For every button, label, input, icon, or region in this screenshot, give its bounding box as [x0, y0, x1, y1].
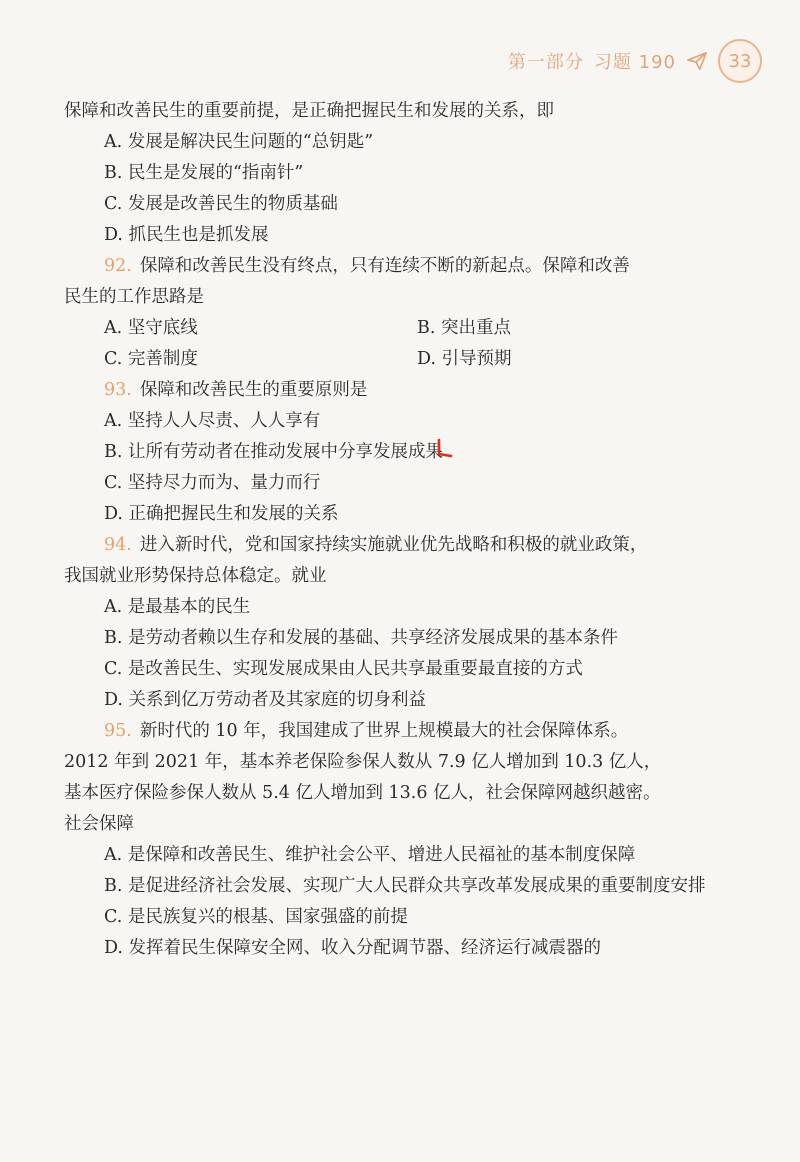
q92-option-a: A. 坚守底线 — [104, 318, 198, 338]
q93-option-d: D. 正确把握民生和发展的关系 — [104, 504, 339, 524]
q92-options-row2 — [64, 344, 730, 375]
q93-number: 93. — [104, 380, 132, 400]
q93-stem — [64, 375, 730, 406]
q94-option-a: A. 是最基本的民生 — [104, 597, 251, 617]
q91-option-b: B. 民生是发展的“指南针” — [104, 163, 304, 183]
page-number: 33 — [718, 39, 762, 83]
q91-option-a: A. 发展是解决民生问题的“总钥匙” — [104, 132, 374, 152]
q94-option-d: D. 关系到亿万劳动者及其家庭的切身利益 — [104, 690, 427, 710]
q95-stem — [64, 716, 730, 747]
q94-stem — [64, 530, 730, 561]
q92-options-row1 — [64, 313, 730, 344]
q91-option-d: D. 抓民生也是抓发展 — [104, 225, 269, 245]
red-pen-mark-icon — [433, 438, 453, 460]
q94-stem-line2: 我国就业形势保持总体稳定。就业 — [64, 566, 327, 586]
q92-option-b: B. 突出重点 — [417, 318, 511, 338]
q95-option-a: A. 是保障和改善民生、维护社会公平、增进人民福祉的基本制度保障 — [104, 845, 636, 865]
q95-option-d: D. 发挥着民生保障安全网、收入分配调节器、经济运行减震器的 — [104, 938, 602, 958]
q92-option-c: C. 完善制度 — [104, 349, 198, 369]
q95-stem-line3: 基本医疗保险参保人数从 5.4 亿人增加到 13.6 亿人，社会保障网越织越密。 — [64, 783, 661, 803]
q93-option-b: B. 让所有劳动者在推动发展中分享发展成果 — [104, 442, 443, 462]
paper-plane-icon — [686, 50, 708, 72]
q93-option-b-row — [64, 437, 730, 468]
q94-option-c: C. 是改善民生、实现发展成果由人民共享最重要最直接的方式 — [104, 659, 583, 679]
q94-option-b: B. 是劳动者赖以生存和发展的基础、共享经济发展成果的基本条件 — [104, 628, 618, 648]
q92-stem — [64, 251, 730, 282]
q95-stem-line1: 新时代的 10 年，我国建成了世界上规模最大的社会保障体系。 — [139, 721, 629, 741]
q95-stem-line2: 2012 年到 2021 年，基本养老保险参保人数从 7.9 亿人增加到 10.3 亿人， — [64, 752, 662, 772]
q95-option-c: C. 是民族复兴的根基、国家强盛的前提 — [104, 907, 408, 927]
q93-option-c: C. 坚持尽力而为、量力而行 — [104, 473, 321, 493]
q94-number: 94. — [104, 535, 132, 555]
q92-number: 92. — [104, 256, 132, 276]
page-content — [64, 96, 730, 964]
q91-stem-end: 保障和改善民生的重要前提，是正确把握民生和发展的关系，即 — [64, 101, 554, 121]
q92-stem-line2: 民生的工作思路是 — [64, 287, 204, 307]
q95-number: 95. — [104, 721, 132, 741]
q91-option-c: C. 发展是改善民生的物质基础 — [104, 194, 338, 214]
q93-stem-text: 保障和改善民生的重要原则是 — [139, 380, 368, 400]
q92-option-d: D. 引导预期 — [417, 349, 512, 369]
q94-stem-line1: 进入新时代，党和国家持续实施就业优先战略和积极的就业政策， — [139, 535, 648, 555]
page-header — [508, 44, 762, 78]
section-label: 第一部分 — [507, 52, 584, 73]
q95-stem-line4: 社会保障 — [64, 814, 134, 834]
exercise-label: 习题 190 — [593, 52, 676, 73]
q92-stem-line1: 保障和改善民生没有终点，只有连续不断的新起点。保障和改善 — [139, 256, 630, 276]
q95-option-b: B. 是促进经济社会发展、实现广大人民群众共享改革发展成果的重要制度安排 — [104, 876, 706, 896]
q93-option-a: A. 坚持人人尽责、人人享有 — [104, 411, 321, 431]
